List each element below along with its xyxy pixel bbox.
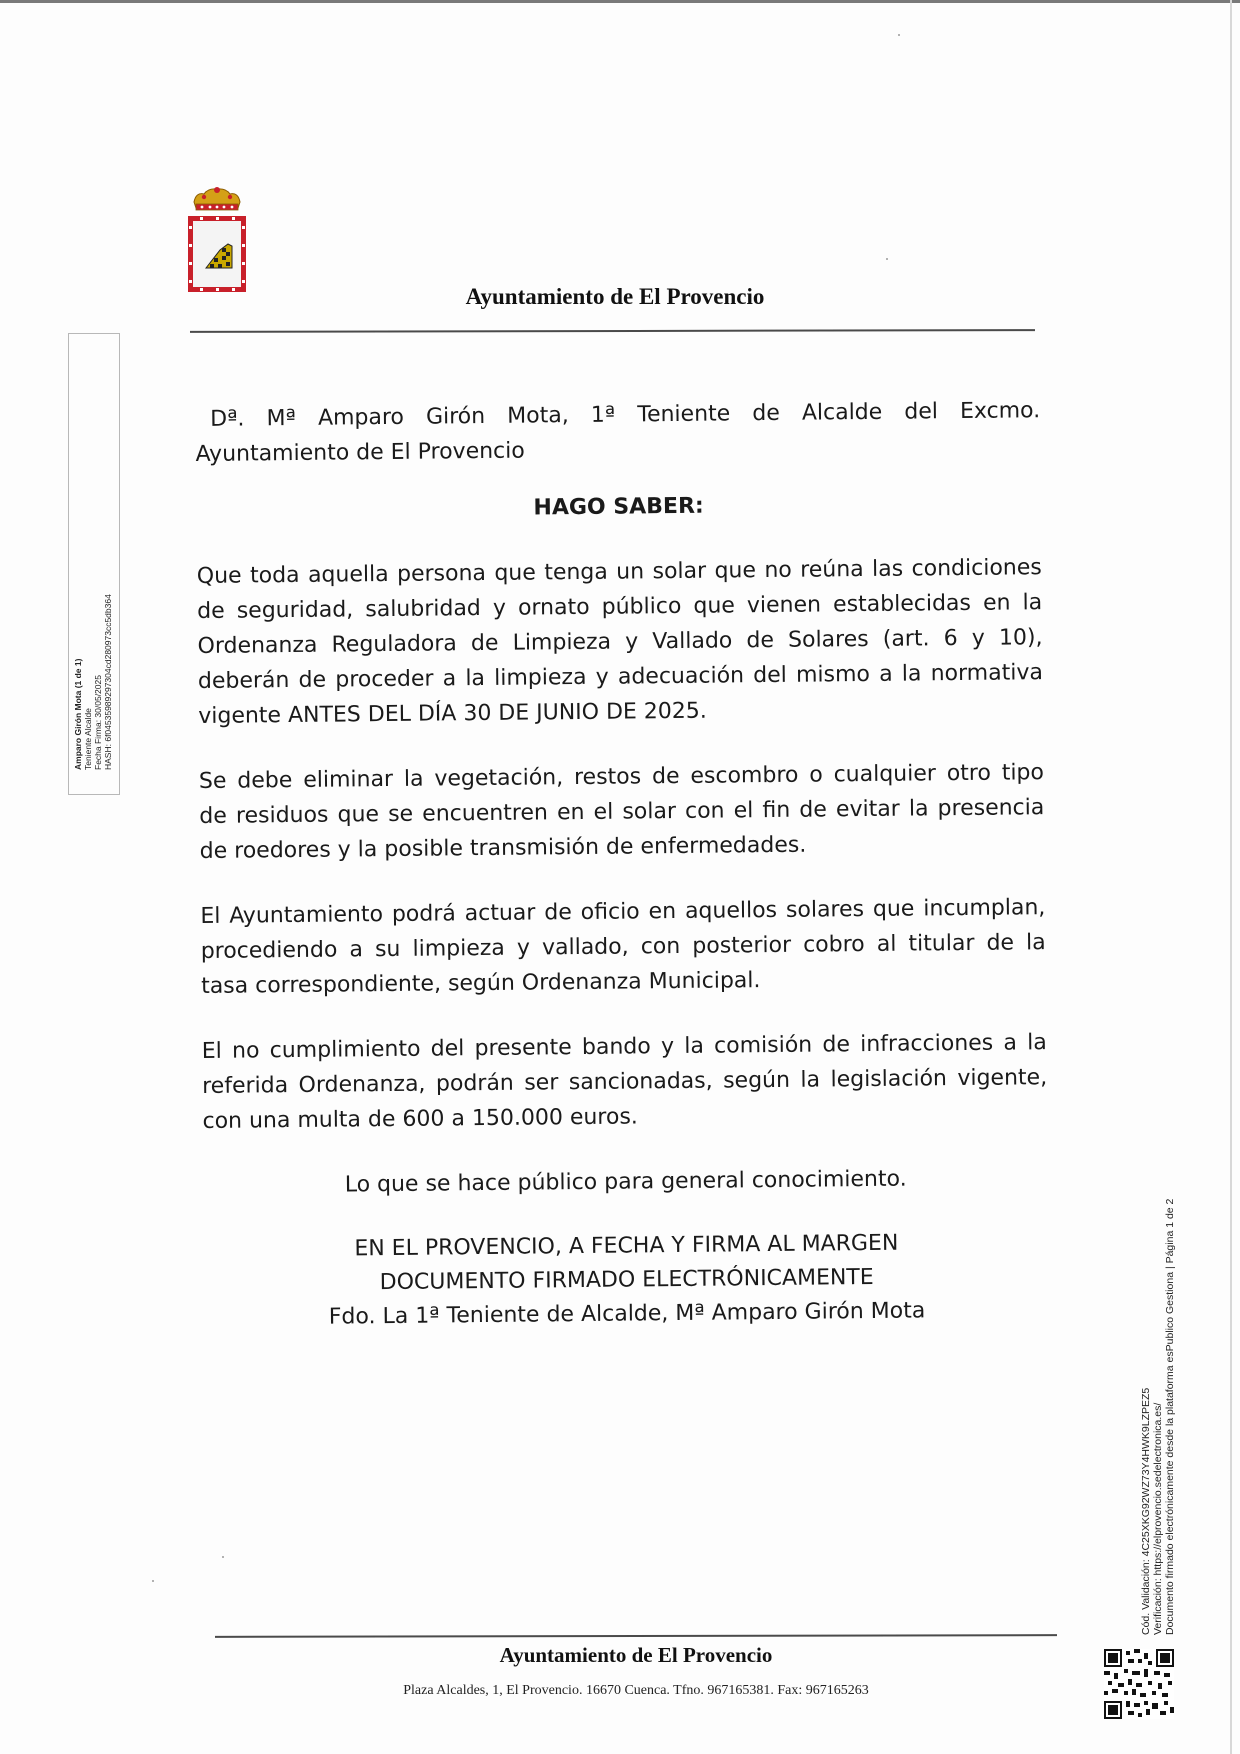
intro-line-1: Dª. Mª Amparo Girón Mota, 1ª Teniente de Alcalde del Excmo. bbox=[210, 398, 1041, 432]
paragraph-ex-officio-action bbox=[200, 890, 1046, 1004]
signature-hash: HASH: 6f04535989297304cd280973cc5db364 bbox=[103, 594, 113, 770]
paragraph-line: de residuos que se encuentren en el solar con el fin de evitar la presencia bbox=[199, 795, 1045, 829]
paragraph-sanctions bbox=[202, 1025, 1048, 1139]
paragraph-line: vigente ANTES DEL DÍA 30 DE JUNIO DE 2025. bbox=[198, 698, 707, 729]
scan-speck bbox=[886, 258, 888, 260]
validation-stamp bbox=[1140, 1075, 1176, 1635]
scan-speck bbox=[152, 1580, 154, 1582]
place-line: EN EL PROVENCIO, A FECHA Y FIRMA AL MARGEN bbox=[354, 1230, 899, 1262]
qr-code-icon bbox=[1104, 1649, 1174, 1719]
paragraph-line: Que toda aquella persona que tenga un solar que no reúna las condiciones bbox=[196, 555, 1042, 589]
signature-role: Teniente Alcalde bbox=[83, 708, 93, 770]
paragraph-line: Ordenanza Reguladora de Limpieza y Vallado de Solares (art. 6 y 10), bbox=[197, 625, 1043, 659]
scan-speck bbox=[898, 34, 900, 36]
place-and-signature-block bbox=[204, 1225, 1050, 1336]
paragraph-line: El Ayuntamiento podrá actuar de oficio en aquellos solares que incumplan, bbox=[200, 895, 1046, 929]
paragraph-vegetation-removal bbox=[199, 755, 1045, 869]
document-body bbox=[195, 393, 1050, 1336]
closing-statement: Lo que se hace público para general conocimiento. bbox=[344, 1166, 907, 1198]
verification-url: Verificación: https://elprovencio.sedelectronica.es/ bbox=[1152, 1402, 1164, 1635]
header-divider bbox=[190, 329, 1035, 333]
paragraph-line: de seguridad, salubridad y ornato público que vienen establecidas en la bbox=[197, 590, 1043, 624]
signature-stamp bbox=[73, 410, 113, 770]
footer-address: Plaza Alcaldes, 1, El Provencio. 16670 Cuenca. Tfno. 967165381. Fax: 967165263 bbox=[403, 1683, 869, 1698]
announcement-heading: HAGO SABER: bbox=[533, 493, 704, 521]
paragraph-line: procediendo a su limpieza y vallado, con posterior cobro al titular de la bbox=[200, 930, 1046, 964]
scan-top-edge bbox=[0, 0, 1240, 3]
signature-date: Fecha Firma: 30/05/2025 bbox=[93, 675, 103, 770]
paragraph-line: tasa correspondiente, según Ordenanza Municipal. bbox=[200, 968, 761, 999]
intro-line-2: Ayuntamiento de El Provencio bbox=[195, 438, 525, 467]
intro-paragraph bbox=[195, 393, 1041, 472]
coat-of-arms-icon bbox=[186, 186, 248, 294]
electronic-signature-line: DOCUMENTO FIRMADO ELECTRÓNICAMENTE bbox=[379, 1264, 874, 1296]
footer-organization: Ayuntamiento de El Provencio bbox=[499, 1643, 773, 1667]
scan-right-edge bbox=[1230, 0, 1232, 1754]
paragraph-line: referida Ordenanza, podrán ser sancionadas, según la legislación vigente, bbox=[202, 1065, 1048, 1099]
paragraph-line: de roedores y la posible transmisión de enfermedades. bbox=[199, 832, 807, 864]
paragraph-line: El no cumplimiento del presente bando y la comisión de infracciones a la bbox=[201, 1030, 1047, 1064]
header-organization-title: Ayuntamiento de El Provencio bbox=[465, 284, 765, 309]
paragraph-line: deberán de proceder a la limpieza y adecuación del mismo a la normativa bbox=[197, 660, 1044, 694]
footer-divider bbox=[215, 1634, 1057, 1638]
validation-code: Cód. Validación: 4C25XKG92WZ73Y4HWK9LZPEZ5 bbox=[1140, 1387, 1152, 1635]
signature-name: Amparo Girón Mota (1 de 1) bbox=[73, 658, 83, 770]
paragraph-line: con una multa de 600 a 150.000 euros. bbox=[202, 1104, 638, 1134]
paragraph-cleaning-obligation bbox=[197, 550, 1044, 734]
signatory-line: Fdo. La 1ª Teniente de Alcalde, Mª Amparo Girón Mota bbox=[328, 1298, 926, 1330]
paragraph-line: Se debe eliminar la vegetación, restos de escombro o cualquier otro tipo bbox=[198, 760, 1045, 794]
scan-speck bbox=[222, 1556, 224, 1558]
platform-note: Documento firmado electrónicamente desde la plataforma esPublico Gestiona | Página 1 de 2 bbox=[1164, 1198, 1176, 1635]
